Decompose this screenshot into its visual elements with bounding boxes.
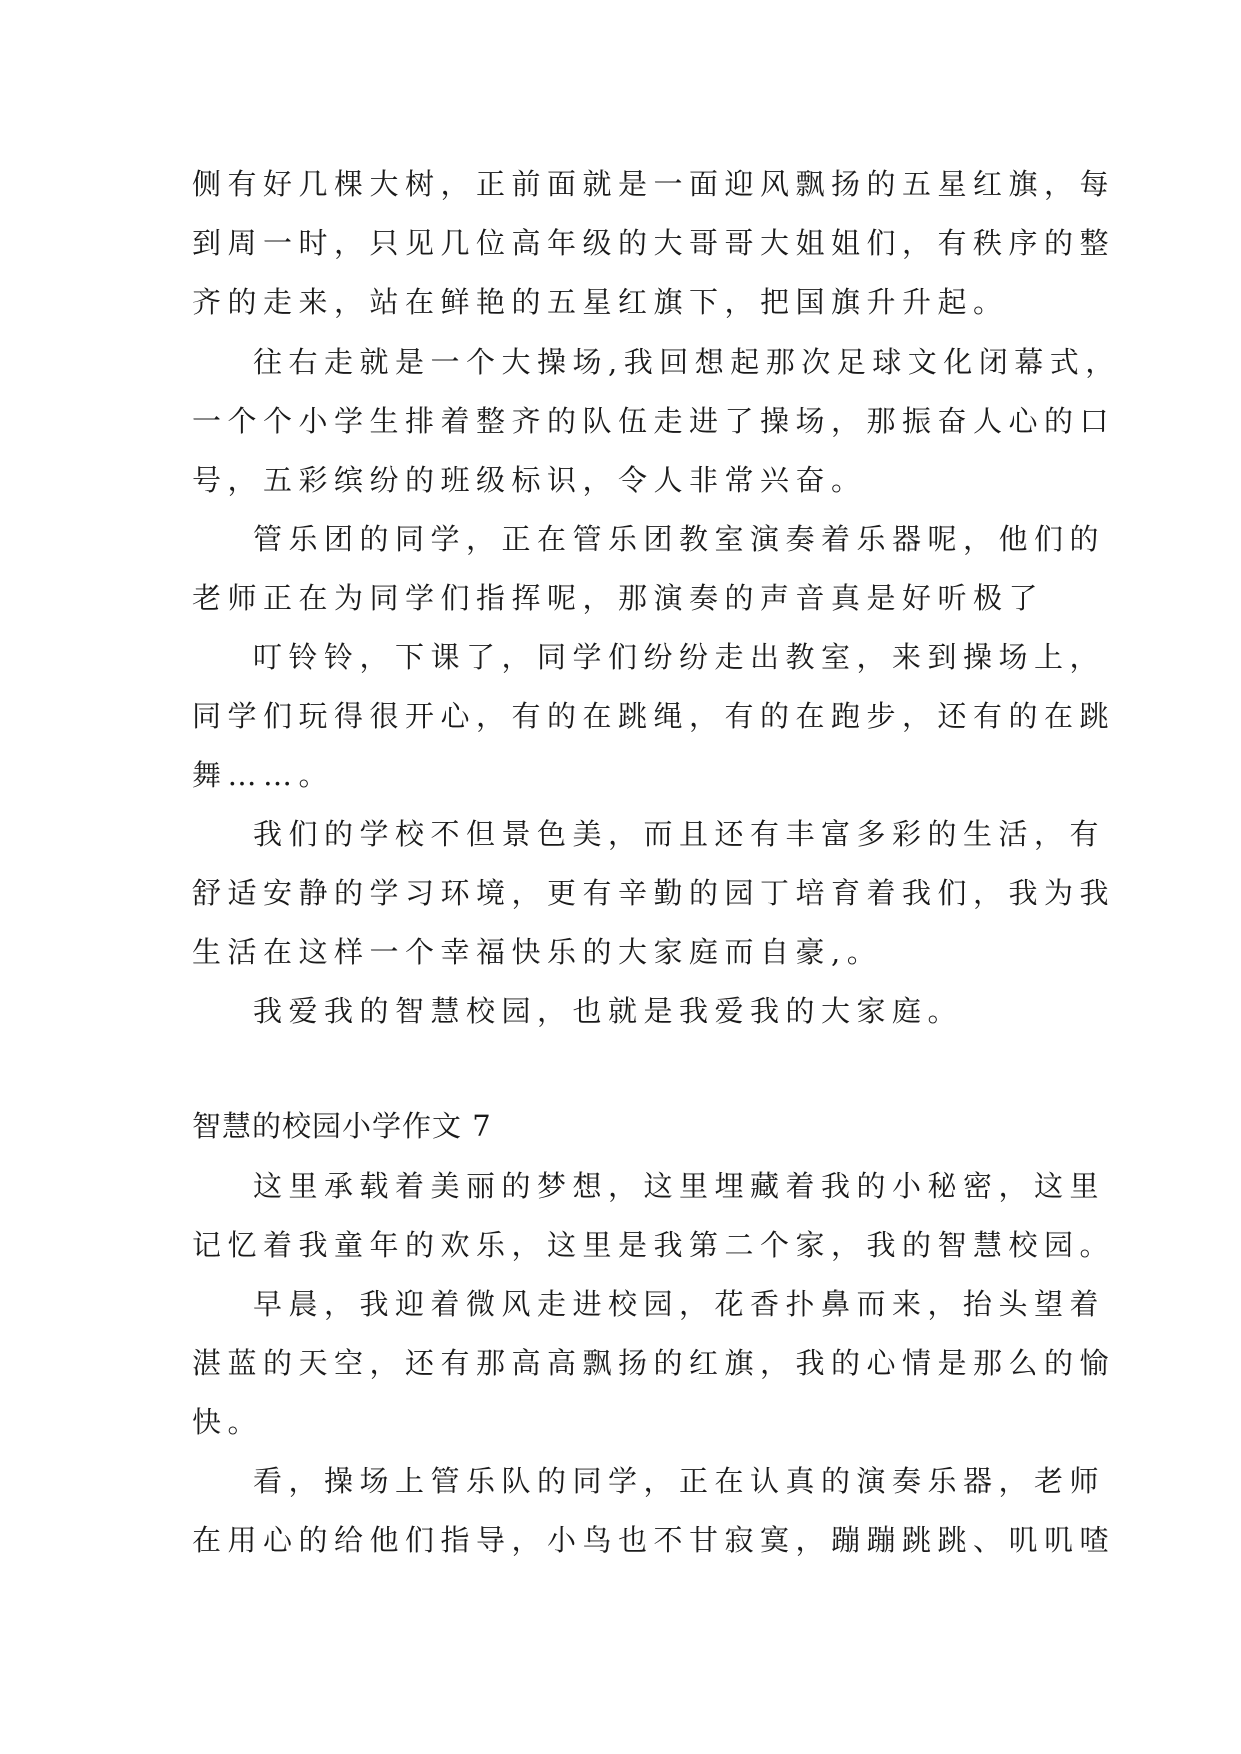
paragraph-line: 这里承载着美丽的梦想，这里埋藏着我的小秘密，这里 (253, 1169, 1106, 1203)
paragraph-line: 舒适安静的学习环境，更有辛勤的园丁培育着我们，我为我 (192, 876, 1116, 910)
section-title: 智慧的校园小学作文 7 (192, 1109, 492, 1143)
paragraph-line: 管乐团的同学，正在管乐团教室演奏着乐器呢，他们的 (253, 522, 1106, 556)
paragraph-line: 叮铃铃，下课了，同学们纷纷走出教室，来到操场上， (253, 640, 1106, 674)
paragraph-line: 舞……。 (192, 758, 335, 792)
paragraph-line: 号，五彩缤纷的班级标识，令人非常兴奋。 (192, 463, 867, 497)
paragraph-line: 老师正在为同学们指挥呢，那演奏的声音真是好听极了 (192, 581, 1045, 615)
paragraph-line: 看，操场上管乐队的同学，正在认真的演奏乐器，老师 (253, 1464, 1106, 1498)
paragraph-line: 我爱我的智慧校园，也就是我爱我的大家庭。 (253, 994, 964, 1028)
paragraph-line: 记忆着我童年的欢乐，这里是我第二个家，我的智慧校园。 (192, 1228, 1116, 1262)
paragraph-line: 侧有好几棵大树，正前面就是一面迎风飘扬的五星红旗，每 (192, 167, 1116, 201)
paragraph-line: 生活在这样一个幸福快乐的大家庭而自豪,。 (192, 935, 883, 969)
paragraph-line: 在用心的给他们指导，小鸟也不甘寂寞，蹦蹦跳跳、叽叽喳 (192, 1523, 1116, 1557)
paragraph-line: 一个个小学生排着整齐的队伍走进了操场，那振奋人心的口 (192, 404, 1116, 438)
paragraph-line: 往右走就是一个大操场,我回想起那次足球文化闭幕式， (253, 345, 1121, 379)
paragraph-line: 同学们玩得很开心，有的在跳绳，有的在跑步，还有的在跳 (192, 699, 1116, 733)
paragraph-line: 早晨，我迎着微风走进校园，花香扑鼻而来，抬头望着 (253, 1287, 1106, 1321)
paragraph-line: 到周一时，只见几位高年级的大哥哥大姐姐们，有秩序的整 (192, 226, 1116, 260)
paragraph-line: 我们的学校不但景色美，而且还有丰富多彩的生活，有 (253, 817, 1106, 851)
paragraph-line: 湛蓝的天空，还有那高高飘扬的红旗，我的心情是那么的愉 (192, 1346, 1116, 1380)
paragraph-line: 快。 (192, 1405, 264, 1439)
paragraph-line: 齐的走来，站在鲜艳的五星红旗下，把国旗升升起。 (192, 285, 1009, 319)
